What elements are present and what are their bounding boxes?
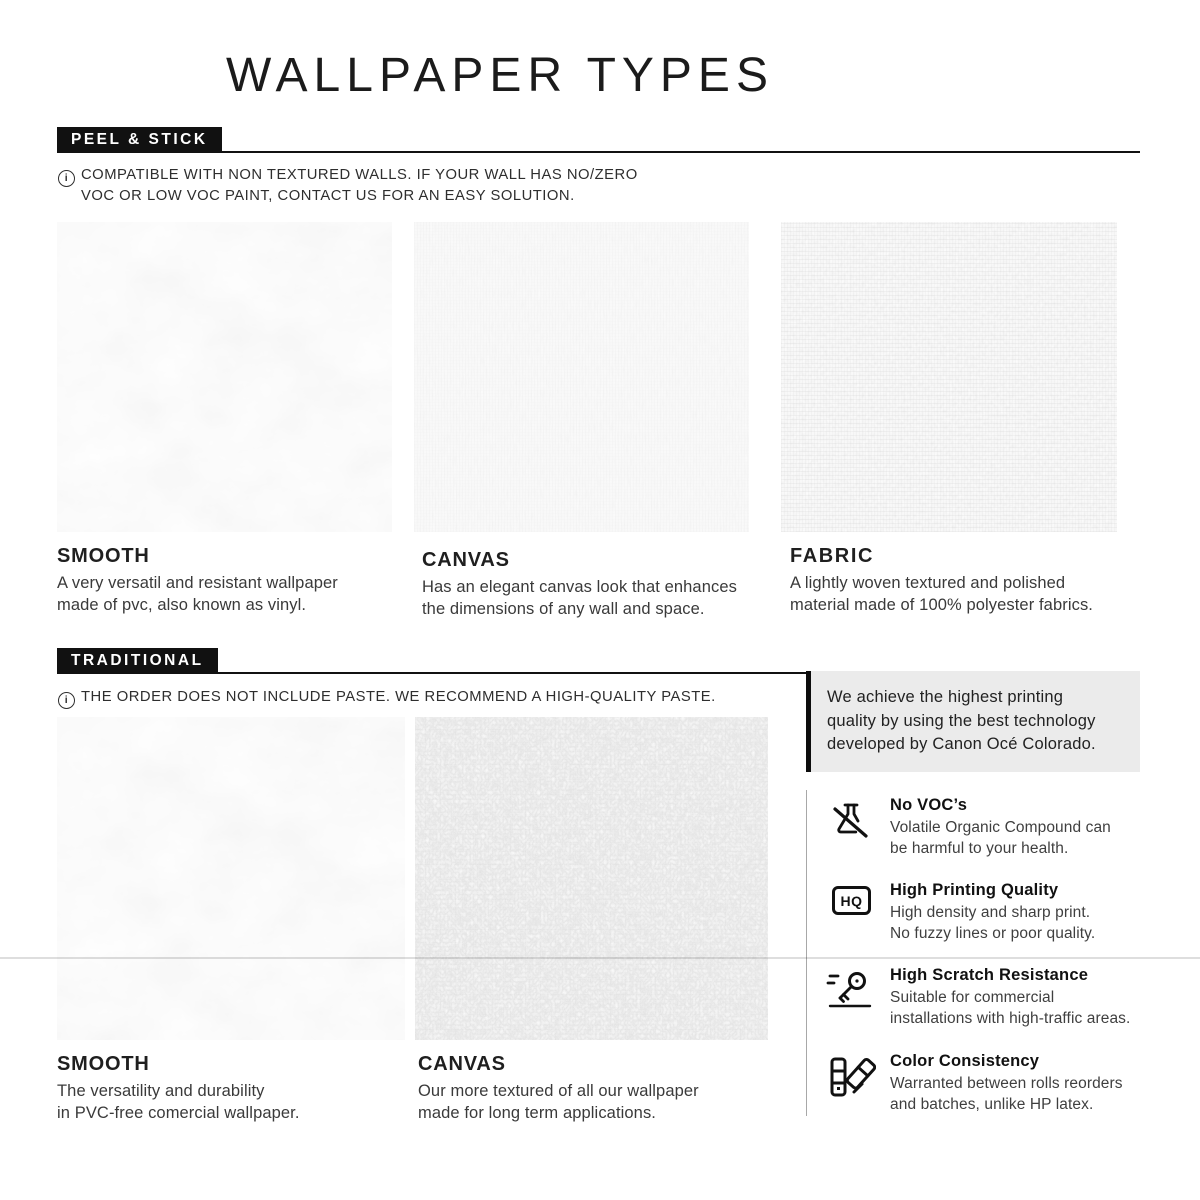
note-line: COMPATIBLE WITH NON TEXTURED WALLS. IF YOUR WALL HAS NO/ZERO bbox=[81, 167, 638, 183]
smooth-peel-stick-swatch bbox=[57, 222, 392, 532]
features-divider-line bbox=[806, 790, 807, 1116]
page-title: WALLPAPER TYPES bbox=[226, 49, 774, 102]
feature-title: Color Consistency bbox=[890, 1052, 1040, 1070]
swatch-description: Has an elegant canvas look that enhances the dimensions of any wall and space. bbox=[422, 578, 737, 618]
feature-description: Warranted between rolls reorders and batches, unlike HP latex. bbox=[890, 1075, 1123, 1113]
swatch-title-smooth: SMOOTH bbox=[57, 1053, 150, 1075]
note-line: THE ORDER DOES NOT INCLUDE PASTE. WE RECOMMEND A HIGH-QUALITY PASTE. bbox=[81, 689, 716, 705]
traditional-note bbox=[58, 688, 716, 709]
hq-badge-text: HQ bbox=[832, 886, 871, 915]
feature-no-voc bbox=[890, 796, 1150, 859]
info-icon: i bbox=[58, 692, 75, 709]
swatch-description: A very versatil and resistant wallpaper made of pvc, also known as vinyl. bbox=[57, 574, 338, 614]
smooth-traditional-swatch bbox=[57, 717, 405, 1040]
fabric-texture bbox=[781, 222, 1117, 532]
no-voc-flask-icon bbox=[828, 800, 876, 849]
page-seam-line bbox=[0, 957, 1200, 959]
canvas-traditional-swatch bbox=[415, 717, 768, 1040]
feature-color-consistency bbox=[890, 1052, 1150, 1115]
canvas-peel-stick-swatch bbox=[414, 222, 749, 532]
feature-high-scratch-resistance bbox=[890, 966, 1150, 1029]
section-label-traditional: TRADITIONAL bbox=[57, 648, 218, 673]
paper-texture bbox=[57, 222, 392, 532]
feature-title: No VOC’s bbox=[890, 796, 968, 814]
feature-title: High Scratch Resistance bbox=[890, 966, 1089, 984]
color-swatches-icon bbox=[828, 1054, 876, 1107]
swatch-title-fabric: FABRIC bbox=[790, 545, 875, 567]
swatch-title-smooth: SMOOTH bbox=[57, 545, 150, 567]
hq-badge-icon bbox=[832, 886, 871, 915]
feature-high-printing-quality bbox=[890, 881, 1150, 944]
printing-quality-quote: We achieve the highest printing quality by using the best technology developed by Canon Océ Colorado. bbox=[806, 671, 1140, 772]
feature-description: High density and sharp print. No fuzzy lines or poor quality. bbox=[890, 904, 1096, 942]
swatch-title-canvas: CANVAS bbox=[422, 549, 510, 571]
peel-and-stick-note bbox=[58, 166, 638, 207]
info-icon: i bbox=[58, 170, 75, 187]
swatch-description: Our more textured of all our wallpaper made for long term applications. bbox=[418, 1082, 699, 1122]
canvas-texture bbox=[414, 222, 749, 532]
paper-texture bbox=[57, 717, 405, 1040]
scratch-key-icon bbox=[826, 968, 874, 1019]
feature-description: Suitable for commercial installations with high-traffic areas. bbox=[890, 989, 1131, 1027]
section-label-peel-and-stick: PEEL & STICK bbox=[57, 127, 222, 152]
swatch-description: A lightly woven textured and polished material made of 100% polyester fabrics. bbox=[790, 574, 1093, 614]
rough-canvas-texture bbox=[415, 717, 768, 1040]
swatch-description: The versatility and durability in PVC-free comercial wallpaper. bbox=[57, 1082, 300, 1122]
swatch-title-canvas: CANVAS bbox=[418, 1053, 506, 1075]
feature-title: High Printing Quality bbox=[890, 881, 1059, 899]
fabric-peel-stick-swatch bbox=[781, 222, 1117, 532]
feature-description: Volatile Organic Compound can be harmful to your health. bbox=[890, 819, 1111, 857]
note-line: VOC OR LOW VOC PAINT, CONTACT US FOR AN EASY SOLUTION. bbox=[81, 188, 575, 204]
